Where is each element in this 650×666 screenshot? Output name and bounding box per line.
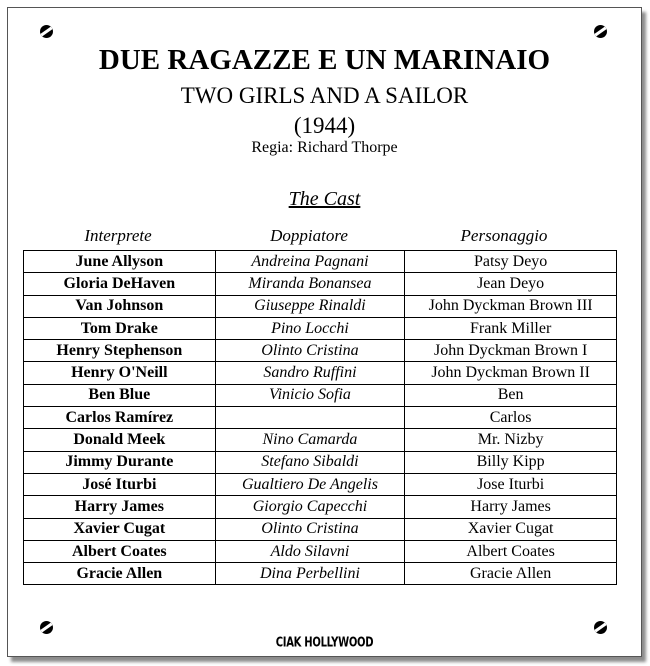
dubber-cell: Giuseppe Rinaldi — [215, 295, 405, 317]
dubber-cell: Olinto Cristina — [215, 340, 405, 362]
column-header-doppiatore: Doppiatore — [270, 226, 348, 245]
dubber-cell: Sandro Ruffini — [215, 362, 405, 384]
dubber-cell: Aldo Silavni — [215, 540, 405, 562]
actor-cell: Jimmy Durante — [24, 451, 216, 473]
actor-cell: José Iturbi — [24, 473, 216, 495]
english-title: TWO GIRLS AND A SAILOR — [180, 83, 469, 108]
role-cell: Billy Kipp — [405, 451, 617, 473]
table-row — [24, 317, 617, 339]
actor-cell: Van Johnson — [24, 295, 216, 317]
role-cell: John Dyckman Brown II — [405, 362, 617, 384]
table-row — [24, 295, 617, 317]
table-row — [24, 473, 617, 495]
table-row — [24, 451, 617, 473]
screw-icon — [40, 621, 53, 634]
role-cell: Gracie Allen — [405, 563, 617, 585]
dubber-cell: Dina Perbellini — [215, 563, 405, 585]
cast-heading: The Cast — [288, 188, 361, 210]
role-cell: Ben — [405, 384, 617, 406]
dubber-cell: Nino Camarda — [215, 429, 405, 451]
role-cell: Xavier Cugat — [405, 518, 617, 540]
actor-cell: Henry Stephenson — [24, 340, 216, 362]
dubber-cell: Gualtiero De Angelis — [215, 473, 405, 495]
page-title: DUE RAGAZZE E UN MARINAIO — [98, 44, 551, 76]
role-cell: Mr. Nizby — [405, 429, 617, 451]
dubber-cell: Stefano Sibaldi — [215, 451, 405, 473]
plaque — [7, 7, 642, 657]
screw-icon — [40, 25, 53, 38]
table-row — [24, 429, 617, 451]
actor-cell: Gracie Allen — [24, 563, 216, 585]
role-cell: Frank Miller — [405, 317, 617, 339]
role-cell: Patsy Deyo — [405, 251, 617, 273]
dubber-cell: Vinicio Sofia — [215, 384, 405, 406]
director-credit: Regia: Richard Thorpe — [251, 139, 398, 156]
role-cell: Jose Iturbi — [405, 473, 617, 495]
actor-cell: Gloria DeHaven — [24, 273, 216, 295]
table-row — [24, 496, 617, 518]
table-row — [24, 273, 617, 295]
role-cell: Jean Deyo — [405, 273, 617, 295]
table-row — [24, 518, 617, 540]
actor-cell: Carlos Ramírez — [24, 407, 216, 429]
table-row — [24, 362, 617, 384]
dubber-cell: Andreina Pagnani — [215, 251, 405, 273]
ciak-hollywood-logo: CIAK HOLLYWOOD — [275, 636, 374, 651]
dubber-cell — [215, 407, 405, 429]
role-cell: Carlos — [405, 407, 617, 429]
role-cell: Harry James — [405, 496, 617, 518]
table-row — [24, 563, 617, 585]
release-year: (1944) — [293, 113, 356, 138]
actor-cell: Ben Blue — [24, 384, 216, 406]
actor-cell: Tom Drake — [24, 317, 216, 339]
actor-cell: Xavier Cugat — [24, 518, 216, 540]
cast-table — [23, 250, 617, 585]
column-header-interprete: Interprete — [84, 226, 152, 245]
actor-cell: Henry O'Neill — [24, 362, 216, 384]
role-cell: John Dyckman Brown III — [405, 295, 617, 317]
role-cell: Albert Coates — [405, 540, 617, 562]
table-row — [24, 540, 617, 562]
actor-cell: Albert Coates — [24, 540, 216, 562]
dubber-cell: Miranda Bonansea — [215, 273, 405, 295]
actor-cell: Donald Meek — [24, 429, 216, 451]
screw-icon — [594, 621, 607, 634]
table-row — [24, 340, 617, 362]
screw-icon — [594, 25, 607, 38]
actor-cell: Harry James — [24, 496, 216, 518]
dubber-cell: Pino Locchi — [215, 317, 405, 339]
table-row — [24, 407, 617, 429]
table-row — [24, 251, 617, 273]
table-row — [24, 384, 617, 406]
role-cell: John Dyckman Brown I — [405, 340, 617, 362]
actor-cell: June Allyson — [24, 251, 216, 273]
dubber-cell: Olinto Cristina — [215, 518, 405, 540]
column-header-personaggio: Personaggio — [460, 226, 548, 245]
dubber-cell: Giorgio Capecchi — [215, 496, 405, 518]
